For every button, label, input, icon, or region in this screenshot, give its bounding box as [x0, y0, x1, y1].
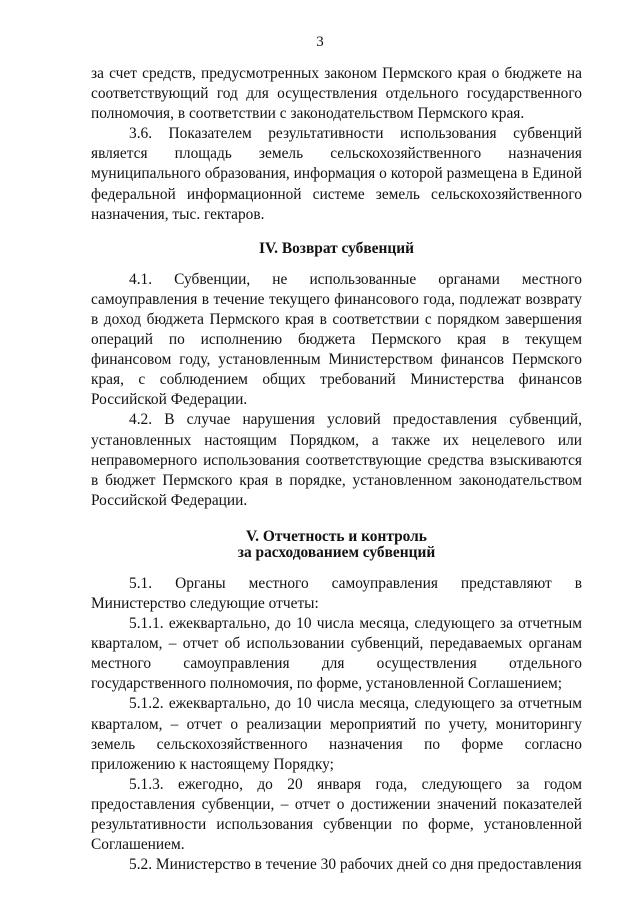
section-5-heading-line1: V. Отчетность и контроль — [246, 527, 427, 545]
section-5-heading-line2: за расходованием субвенций — [237, 543, 436, 561]
paragraph-5-2: 5.2. Министерство в течение 30 рабочих дней со дня предоставления — [129, 856, 582, 874]
paragraph-5-1: 5.1. Органы местного самоуправления представляют в Министерство следующие отчеты: — [91, 574, 582, 612]
section-4-heading: IV. Возврат субвенций — [259, 239, 414, 257]
paragraph-3-6: 3.6. Показателем результативности использования субвенций является площадь земель сельскохозяйственного назначения муниципального образования, информация о которой размещена в Единой федеральной информационной системе земель сельскохозяйственного назначения, тыс. гектаров. — [91, 125, 582, 223]
paragraph-continuation: за счет средств, предусмотренных законом Пермского края о бюджете на соответствующий год для осуществления отдельного государственного полномочия, в соответствии с законодательством Пермского края. — [91, 65, 582, 123]
paragraph-5-1-2: 5.1.2. ежеквартально, до 10 числа месяца, следующего за отчетным кварталом, – отчет о реализации мероприятий по учету, мониторингу земель сельскохозяйственного назначения по форме согласно приложению к настоящему Порядку; — [91, 695, 582, 773]
paragraph-4-2: 4.2. В случае нарушения условий предоставления субвенций, установленных настоящим Порядком, а также их нецелевого или неправомерного использования соответствующие средства взыскиваются в бюджет Пермского края в порядке, установленном законодательством Российской Федерации. — [91, 411, 582, 509]
page-number: 3 — [316, 34, 324, 50]
paragraph-4-1: 4.1. Субвенции, не использованные органами местного самоуправления в течение текущего финансового года, подлежат возврату в доход бюджета Пермского края в соответствии с порядком завершения операций по исполнению бюджета Пермского края в текущем финансовом году, установленным Министерством финансов Пермского края, с соблюдением общих требований Министерства финансов Российской Федерации. — [91, 270, 582, 409]
paragraph-5-1-1: 5.1.1. ежеквартально, до 10 числа месяца, следующего за отчетным кварталом, – отчет об использовании субвенций, передаваемых органам местного самоуправления для осуществления отдельного государственного полномочия, по форме, установленной Соглашением; — [91, 615, 582, 693]
paragraph-5-1-3: 5.1.3. ежегодно, до 20 января года, следующего за годом предоставления субвенции, – отчет о достижении значений показателей результативности использования субвенции по форме, установленной Соглашением. — [91, 775, 582, 854]
document-body — [91, 64, 582, 875]
